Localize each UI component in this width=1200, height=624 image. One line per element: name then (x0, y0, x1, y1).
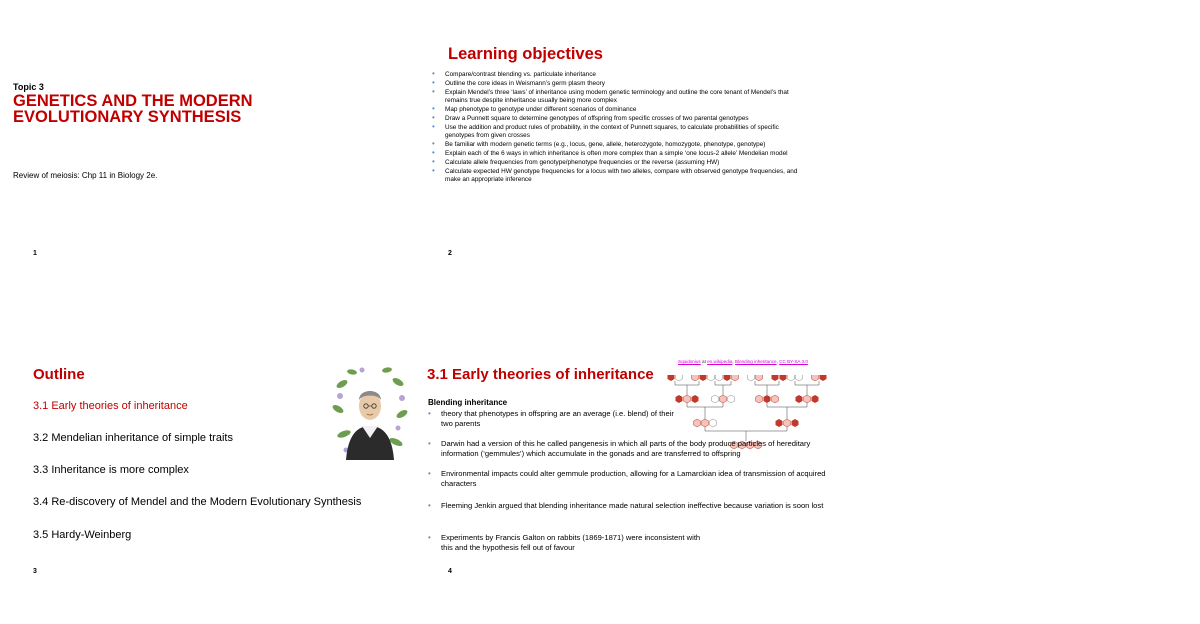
list-item: • Explain each of the 6 ways in which inheritance is often more complex than a simple ‘one locus-2 allele’ Mendelian model (432, 147, 788, 157)
title-line-1: GENETICS AND THE MODERN (13, 92, 253, 110)
outline-item-current: 3.1 Early theories of inheritance (33, 400, 188, 412)
list-item: • Map phenotype to genotype under different scenarios of dominance (432, 103, 637, 113)
bullet-icon: • (432, 69, 435, 78)
list-item: • Explain Mendel’s three ‘laws’ of inheritance using modern genetic terminology and outline the core tenant of Mendel’s that remains true despite inheritance usually being more complex (432, 86, 789, 105)
outline-item: 3.4 Re-discovery of Mendel and the Modern Evolutionary Synthesis (33, 496, 362, 508)
outline-item: 3.3 Inheritance is more complex (33, 464, 189, 476)
mendel-portrait-image (332, 364, 408, 460)
bullet-icon: • (432, 156, 435, 166)
outline-item: 3.5 Hardy-Weinberg (33, 529, 132, 541)
list-item: • Draw a Punnett square to determine genotypes of offspring from specific crosses of two parental genotypes (432, 112, 749, 122)
slide-3 (0, 312, 410, 612)
slide-1 (0, 0, 410, 300)
list-item: • Calculate allele frequencies from genotype/phenotype frequencies or the reverse (assuming HW) (432, 156, 720, 166)
topic-label: Topic 3 (13, 82, 44, 92)
list-item: • Calculate expected HW genotype frequencies for a locus with two alleles, compare with observed genotype frequencies, and make an appropriate inference (432, 165, 798, 183)
bullet-icon: • (432, 86, 435, 96)
list-item: • Compare/contrast blending vs. particulate inheritance (432, 69, 596, 78)
bullet-icon: • (432, 138, 435, 148)
slide-number: 3 (33, 568, 37, 575)
image-credit: Squidonius at en.wikipedia, Blending inheritance, CC BY-SA 3.0 (678, 359, 808, 364)
bullet-icon: • (432, 121, 435, 131)
bullet-icon: • (428, 501, 431, 510)
slide-number: 1 (33, 250, 37, 257)
slide-4 (415, 312, 835, 612)
credit-license-link[interactable]: CC BY-SA 3.0 (779, 359, 808, 364)
list-item: • Outline the core ideas in Weismann’s germ plasm theory (432, 77, 605, 87)
list-item: • Experiments by Francis Galton on rabbits (1869-1871) were inconsistent with this and the hypothesis fell out of favour (428, 533, 701, 552)
bullet-icon: • (432, 103, 435, 113)
slide-number: 2 (448, 250, 452, 257)
bullet-icon: • (432, 77, 435, 87)
slide-heading: Outline (33, 366, 85, 383)
credit-title-link[interactable]: Blending inheritance (734, 359, 777, 364)
bullet-icon: • (432, 147, 435, 157)
bullet-icon: • (428, 439, 431, 448)
list-item: • Environmental impacts could alter gemmule production, allowing for a Lamarckian idea of transmission of acquired characters (428, 469, 826, 488)
list-item: • theory that phenotypes in offspring are an average (i.e. blend) of their two parents (428, 409, 674, 428)
list-item: • Fleeming Jenkin argued that blending inheritance made natural selection ineffective because variation is soon lost (428, 501, 824, 510)
subheading: Blending inheritance (428, 398, 508, 407)
bullet-icon: • (428, 533, 431, 542)
credit-author-link[interactable]: Squidonius (678, 359, 701, 364)
bullet-icon: • (428, 409, 431, 418)
review-note: Review of meiosis: Chp 11 in Biology 2e. (13, 171, 158, 180)
credit-site-link[interactable]: en.wikipedia (707, 359, 733, 364)
title-line-2: EVOLUTIONARY SYNTHESIS (13, 108, 242, 126)
bullet-icon: • (428, 469, 431, 478)
list-item: • Be familiar with modern genetic terms (e.g., locus, gene, allele, heterozygote, homozygote, phenotype, genotype) (432, 138, 766, 148)
list-item: • Use the addition and product rules of probability, in the context of Punnett squares, to calculate probabilities of specific genotypes from given crosses (432, 121, 779, 140)
slide-2 (415, 0, 835, 300)
outline-item: 3.2 Mendelian inheritance of simple traits (33, 432, 233, 444)
slide-title (13, 93, 313, 125)
bullet-icon: • (432, 165, 435, 175)
slide-heading: Learning objectives (448, 45, 603, 63)
bullet-icon: • (432, 112, 435, 122)
slide-number: 4 (448, 568, 452, 575)
list-item: • Darwin had a version of this he called pangenesis in which all parts of the body produce particles of hereditary information (‘gemmules’) which accumulate in the gonads and are transferred to offspring (428, 439, 811, 458)
objectives-list (430, 71, 810, 185)
slide-heading: 3.1 Early theories of inheritance (427, 366, 654, 383)
